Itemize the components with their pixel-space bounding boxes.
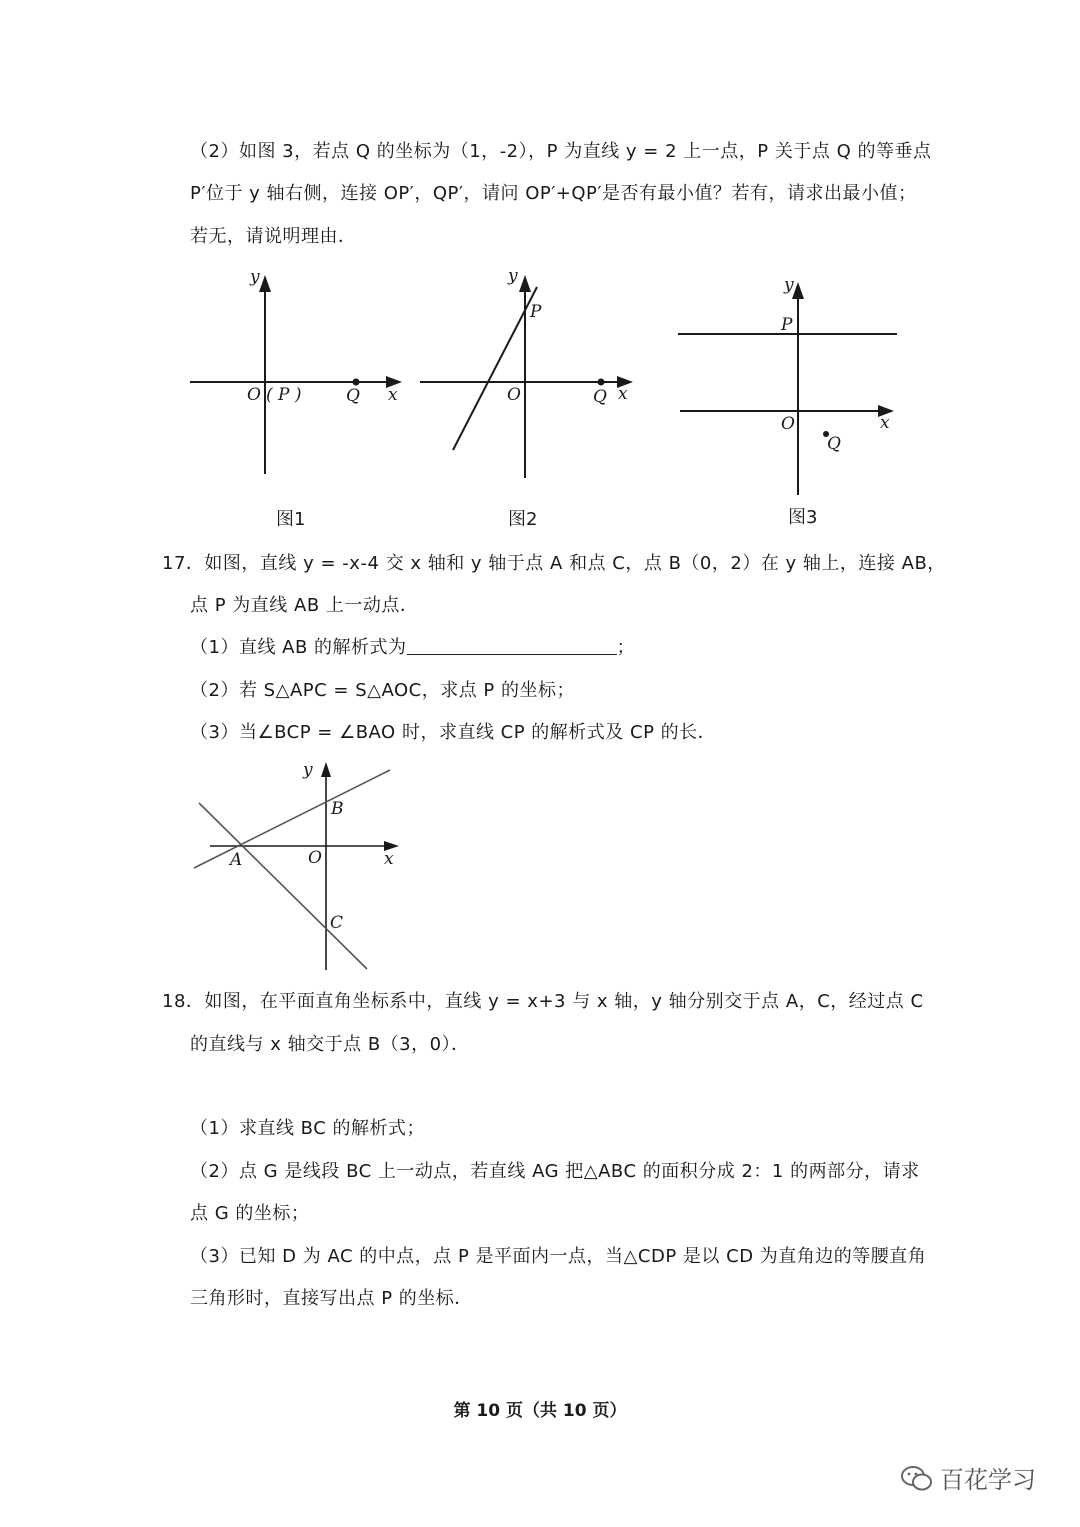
q16-part2-line2: P′位于 y 轴右侧，连接 OP′，QP′，请问 OP′+QP′是否有最小值？若有，请求出最小值； <box>190 183 917 204</box>
fig1-label-y: y <box>250 267 260 287</box>
fig3-label-o: O <box>781 414 795 434</box>
q18-part1: （1）求直线 BC 的解析式； <box>190 1118 425 1139</box>
q16-part2-line1: （2）如图 3，若点 Q 的坐标为（1，-2），P 为直线 y = 2 上一点，P 关于点 Q 的等垂点 <box>190 141 932 162</box>
watermark-text: 百花学习 <box>940 1466 1036 1494</box>
fig1-caption: 图1 <box>276 509 306 530</box>
q18-part2a: （2）点 G 是线段 BC 上一动点，若直线 AG 把△ABC 的面积分成 2：1 的两部分，请求 <box>190 1161 920 1182</box>
q17-fig-label-x: x <box>384 849 394 869</box>
fig2-label-p: P <box>530 302 542 322</box>
fig3-label-p: P <box>781 315 793 335</box>
q18-line1: 18．如图，在平面直角坐标系中，直线 y = x+3 与 x 轴，y 轴分别交于点 A，C，经过点 C <box>162 991 924 1012</box>
fig2-label-y: y <box>508 266 518 286</box>
fig2-label-q: Q <box>593 387 607 407</box>
fig1-label-q: Q <box>346 386 360 406</box>
fig1-label-p: ( P ) <box>266 385 302 405</box>
fig2-caption: 图2 <box>508 509 538 530</box>
q17-part3: （3）当∠BCP = ∠BAO 时，求直线 CP 的解析式及 CP 的长． <box>190 722 717 743</box>
fig2-label-x: x <box>618 384 628 404</box>
q17-line2: 点 P 为直线 AB 上一动点． <box>190 595 419 616</box>
fig1-label-x: x <box>388 385 398 405</box>
q18-part2b: 点 G 的坐标； <box>190 1203 310 1224</box>
q18-line2: 的直线与 x 轴交于点 B（3，0）． <box>190 1034 470 1055</box>
q18-part3b: 三角形时，直接写出点 P 的坐标． <box>190 1288 473 1309</box>
watermark <box>900 1460 1036 1495</box>
q17-part2: （2）若 S△APC = S△AOC，求点 P 的坐标； <box>190 680 576 701</box>
q17-fig-label-a: A <box>230 850 243 870</box>
q18-part3a: （3）已知 D 为 AC 的中点，点 P 是平面内一点，当△CDP 是以 CD 为直角边的等腰直角 <box>190 1246 927 1267</box>
q17-part1-suffix: ； <box>616 637 636 658</box>
fig1-label-o: O <box>247 385 261 405</box>
q17-fig-label-y: y <box>303 760 313 780</box>
q17-fig-label-o: O <box>308 848 322 868</box>
q16-part2-line3: 若无，请说明理由． <box>190 226 357 247</box>
fig3-label-x: x <box>880 413 890 433</box>
fig2-label-o: O <box>507 385 521 405</box>
q17-fig-label-b: B <box>331 799 344 819</box>
wechat-icon <box>900 1463 934 1493</box>
q17-part1-prefix: （1）直线 AB 的解析式为 <box>190 637 407 658</box>
fig3-label-y: y <box>784 275 794 295</box>
fig3-label-q: Q <box>827 434 841 454</box>
fig3-caption: 图3 <box>788 507 818 528</box>
q17-fig-label-c: C <box>330 913 344 933</box>
page-footer: 第 10 页（共 10 页） <box>453 1401 627 1421</box>
q17-line1: 17．如图，直线 y = -x-4 交 x 轴和 y 轴于点 A 和点 C，点 B（0，2）在 y 轴上，连接 AB， <box>162 553 946 574</box>
